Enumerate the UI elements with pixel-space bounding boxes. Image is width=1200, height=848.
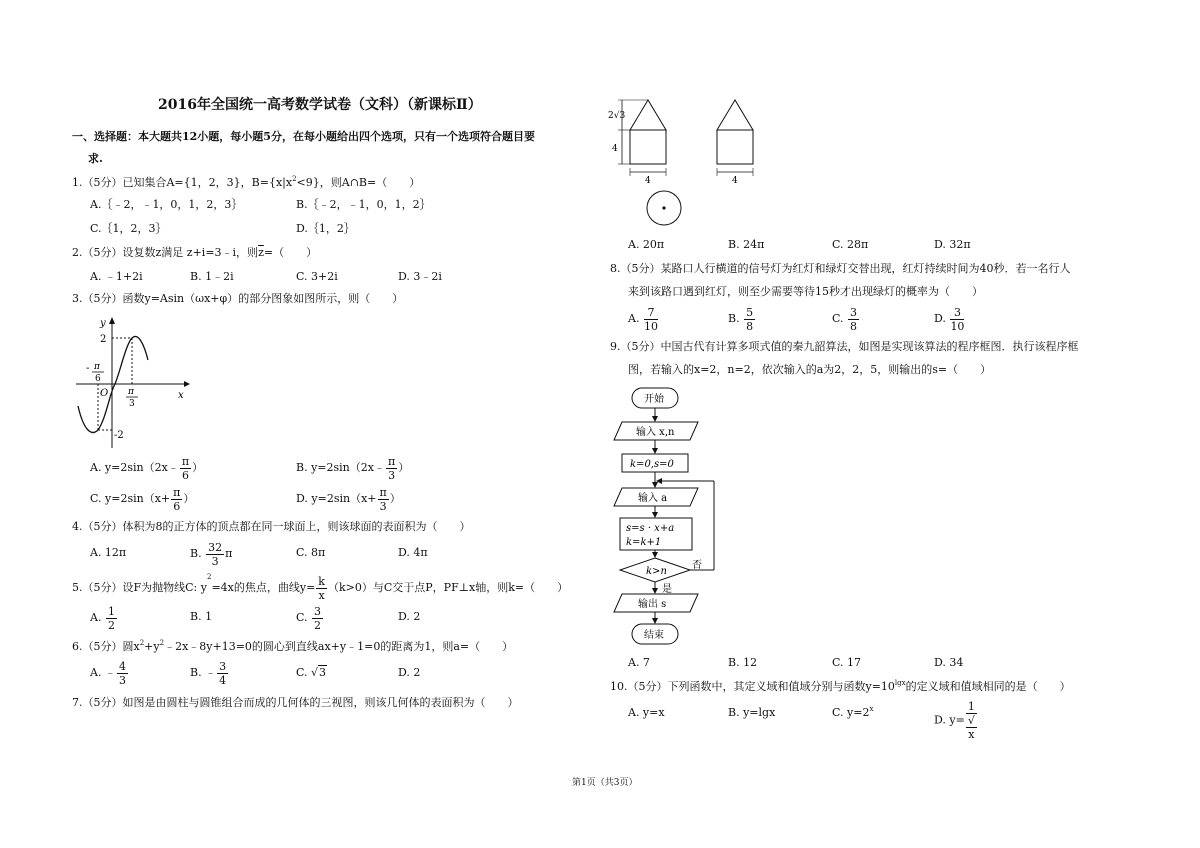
flow-end-label: 结束	[644, 630, 664, 641]
q8-option-c[interactable]: C. $\frac{3}{8}$	[832, 305, 858, 333]
q9-option-b[interactable]: B. 12	[728, 656, 758, 669]
q5-option-d[interactable]: D. 2	[398, 610, 421, 623]
q10-option-c[interactable]: C. $y=2^x$	[832, 705, 874, 719]
q3-stem: 3.（5分）函数y=Asin（ωx+φ）的部分图象如图所示，则（ ）	[72, 292, 404, 305]
q2-stem: 2.（5分）设复数z满足 z+i=3﹣i，则$\overline{z}=$（ ）	[72, 246, 318, 259]
flow-no-label: 否	[692, 560, 702, 571]
graph-x-label: x	[178, 390, 184, 401]
flow-update-k: k=k+1	[626, 537, 662, 548]
q1-stem: 1.（5分）已知集合A={1，2，3}，$B=\{x|x^2<9\}$，则A∩B=（ ）	[72, 175, 421, 189]
flow-output-s: 输出 s	[638, 599, 667, 610]
page-title: 2016年全国统一高考数学试卷（文科）（新课标Ⅱ）	[158, 97, 482, 113]
q2-option-b[interactable]: B. 1﹣2i	[190, 270, 234, 283]
dim-cyl-height: 4	[612, 144, 618, 154]
q7-option-a[interactable]: A. 20π	[628, 238, 665, 251]
flow-yes-label: 是	[662, 584, 672, 595]
q4-option-d[interactable]: D. 4π	[398, 546, 428, 559]
q9-option-a[interactable]: A. 7	[628, 656, 650, 669]
q1-option-d[interactable]: D.｛1，2｝	[296, 222, 355, 235]
q7-stem: 7.（5分）如图是由圆柱与圆锥组合而成的几何体的三视图，则该几何体的表面积为（ ）	[72, 696, 519, 709]
graph-label-2: 2	[100, 334, 107, 345]
graph-y-label: y	[100, 318, 106, 329]
q3-option-b[interactable]: B. y=2sin（2x﹣ $\frac{\pi}{3}$ ）	[296, 454, 410, 482]
flow-update-s: s=s · x+a	[626, 523, 675, 534]
q3-option-d[interactable]: D. y=2sin（x+ $\frac{\pi}{3}$ ）	[296, 485, 401, 513]
q7-option-c[interactable]: C. 28π	[832, 238, 869, 251]
graph-label-neg2: -2	[114, 430, 124, 441]
q9-stem: 9.（5分）中国古代有计算多项式值的秦九韶算法，如图是实现该算法的程序框图．执行该程序框	[610, 340, 1079, 353]
q8-option-a[interactable]: A. $\frac{7}{10}$	[628, 305, 658, 333]
q7-option-b[interactable]: B. 24π	[728, 238, 765, 251]
page-footer: 第1页（共3页）	[572, 778, 638, 788]
q6-stem: 6.（5分）圆$x^2+y^2﹣2x﹣8y+13=0$的圆心到直线ax+y﹣1=0的距离为1，则a=（ ）	[72, 639, 514, 653]
q3-option-c[interactable]: C. y=2sin（x+ $\frac{\pi}{6}$ ）	[90, 485, 195, 513]
q6-option-a[interactable]: A. ﹣ $\frac{4}{3}$	[90, 659, 126, 687]
q2-option-a[interactable]: A. ﹣1+2i	[90, 270, 143, 283]
section-header-cont: 求.	[88, 152, 103, 165]
q4-option-b[interactable]: B. $\frac{32}{3}$ π	[190, 540, 233, 568]
q10-stem: 10.（5分）下列函数中，其定义域和值域分别与函数$y=10^{lgx}$的定义域和值域相同的是（ ）	[610, 679, 1071, 693]
flow-start-label: 开始	[644, 394, 664, 405]
graph-six: 6	[95, 374, 101, 384]
section-header: 一、选择题：本大题共12小题，每小题5分，在每小题给出四个选项，只有一个选项符合题目要	[72, 130, 535, 143]
q2-option-d[interactable]: D. 3﹣2i	[398, 270, 442, 283]
q8-option-b[interactable]: B. $\frac{5}{8}$	[728, 305, 754, 333]
q8-option-d[interactable]: D. $\frac{3}{10}$	[934, 305, 965, 333]
q9-option-d[interactable]: D. 34	[934, 656, 964, 669]
flow-input-xn: 输入 x,n	[636, 427, 675, 438]
q5-option-a[interactable]: A. $\frac{1}{2}$	[90, 604, 115, 632]
flow-input-a: 输入 a	[638, 493, 668, 504]
flowchart-figure	[608, 384, 748, 654]
q3-option-a[interactable]: A. y=2sin（2x﹣ $\frac{\pi}{6}$ ）	[90, 454, 204, 482]
q9-option-c[interactable]: C. 17	[832, 656, 862, 669]
q10-option-b[interactable]: B. y=lgx	[728, 706, 776, 719]
flow-init: k=0,s=0	[630, 459, 674, 470]
q2-option-c[interactable]: C. 3+2i	[296, 270, 338, 283]
graph-neg-sign: -	[86, 363, 90, 374]
graph-origin-label: O	[100, 388, 109, 399]
dim-cone-height: 2√3	[608, 111, 626, 121]
q6-option-c[interactable]: C. √3	[296, 666, 327, 679]
graph-pi-left: π	[94, 362, 100, 372]
q1-option-b[interactable]: B.｛﹣2，﹣1，0，1，2｝	[296, 198, 431, 211]
q8-stem: 8.（5分）某路口人行横道的信号灯为红灯和绿灯交替出现，红灯持续时间为40秒．若一名行人	[610, 262, 1071, 275]
q6-option-b[interactable]: B. ﹣ $\frac{3}{4}$	[190, 659, 227, 687]
q6-option-d[interactable]: D. 2	[398, 666, 421, 679]
q4-option-a[interactable]: A. 12π	[90, 546, 127, 559]
q5-option-b[interactable]: B. 1	[190, 610, 213, 623]
q10-option-a[interactable]: A. y=x	[628, 706, 665, 719]
q9-stem-cont: 图，若输入的x=2，n=2，依次输入的a为2，2，5，则输出的s=（ ）	[628, 363, 992, 376]
three-view-figure	[608, 96, 798, 232]
q4-stem: 4.（5分）体积为8的正方体的顶点都在同一球面上，则该球面的表面积为（ ）	[72, 520, 471, 533]
q1-option-a[interactable]: A.｛﹣2，﹣1，0，1，2，3｝	[90, 198, 243, 211]
q5-stem: 5.（5分）设F为抛物线C: $y^2=4x$的焦点，曲线y= $\frac{k}{x}$ （k>0）与C交于点P，PF⊥x轴，则k=（ ）	[72, 573, 569, 602]
dim-front-width: 4	[645, 176, 651, 186]
q7-option-d[interactable]: D. 32π	[934, 238, 971, 251]
q8-stem-cont: 来到该路口遇到红灯，则至少需要等待15秒才出现绿灯的概率为（ ）	[628, 285, 983, 298]
sine-graph-figure	[74, 314, 194, 454]
q1-option-c[interactable]: C.｛1，2，3｝	[90, 222, 167, 235]
graph-three: 3	[129, 399, 135, 409]
graph-pi-right: π	[128, 387, 134, 397]
flow-condition: k>n	[646, 566, 667, 577]
q5-option-c[interactable]: C. $\frac{3}{2}$	[296, 604, 322, 632]
q10-option-d[interactable]: D. y= 1 √ x	[934, 700, 975, 741]
dim-side-width: 4	[732, 176, 738, 186]
q4-option-c[interactable]: C. 8π	[296, 546, 326, 559]
